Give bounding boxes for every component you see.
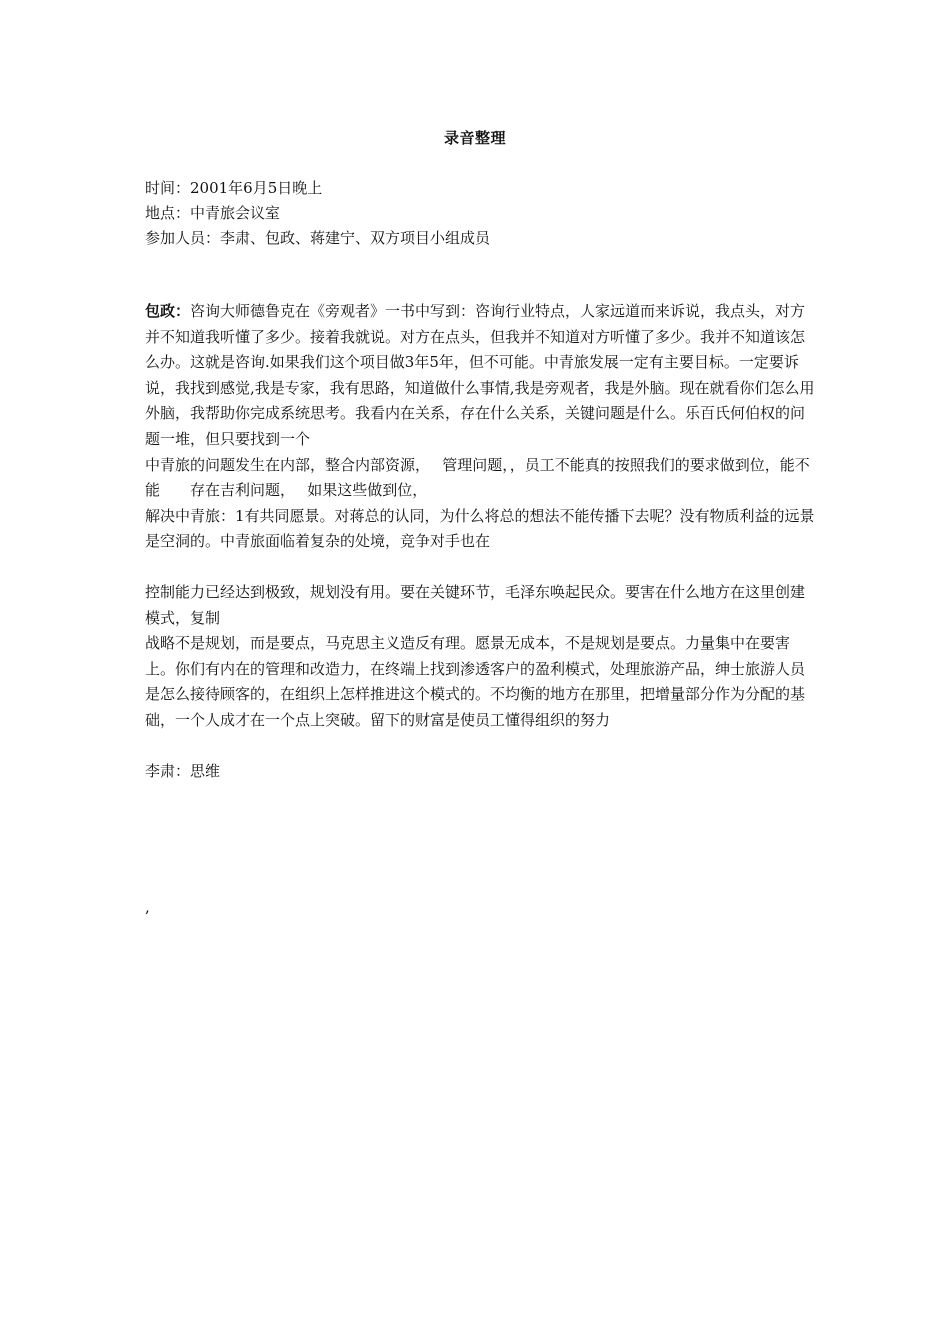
paragraph-gap [145,734,815,759]
meeting-time: 时间：2001年6月5日晚上 [145,179,323,197]
trailing-mark: , [145,898,150,916]
meeting-participants: 参加人员：李肃、包政、蒋建宁、双方项目小组成员 [145,229,491,247]
speech-text: 咨询大师德鲁克在《旁观者》一书中写到：咨询行业特点，人家远道而来诉说，我点头，对方并不知道我听懂了多少。接着我就说。对方在点头，但我并不知道对方听懂了多少。我并不知道该怎么办。这就是咨询.如果我们这个项目做3年5年，但不可能。中青旅发展一定有主要目标。一定要诉说，我找到感觉,我是专家，我有思路，知道做什么事情,我是旁观者，我是外脑。现在就看你们怎么用外脑，我帮助你完成系统思考。我看内在关系，存在什么关系，关键问题是什么。乐百氏何伯权的问题一堆，但只要找到一个 [145,302,815,448]
speech-paragraph: 战略不是规划，而是要点，马克思主义造反有理。愿景无成本，不是规划是要点。力量集中在要害上。你们有内在的管理和改造力，在终端上找到渗透客户的盈利模式，处理旅游产品，绅士旅游人员是怎么接待顾客的，在组织上怎样推进这个模式的。不均衡的地方在那里，把增量部分作为分配的基础，一个人成才在一个点上突破。留下的财富是使员工懂得组织的努力 [145,634,806,729]
document-title: 录音整理 [443,129,506,147]
speech-paragraph: 解决中青旅：1有共同愿景。对蒋总的认同，为什么将总的想法不能传播下去呢？没有物质利益的远景是空洞的。中青旅面临着复杂的处境，竞争对手也在 [145,506,815,551]
speaker-name: 包政： [145,302,191,320]
speech-paragraph: 控制能力已经达到极致，规划没有用。要在关键环节，毛泽东唤起民众。要害在什么地方在这里创建模式，复制 [145,582,806,627]
paragraph-gap [145,555,815,580]
transcript-body [145,299,815,784]
meeting-place: 地点：中青旅会议室 [145,204,281,222]
speech-paragraph [145,299,815,453]
meeting-info [145,176,825,251]
speech-paragraph: 中青旅的问题发生在内部，整合内部资源， 管理问题，，员工不能真的按照我们的要求做到位，能不能 存在吉利问题， 如果这些做到位， [145,455,810,500]
speech-paragraph: 李肃：思维 [145,761,221,780]
